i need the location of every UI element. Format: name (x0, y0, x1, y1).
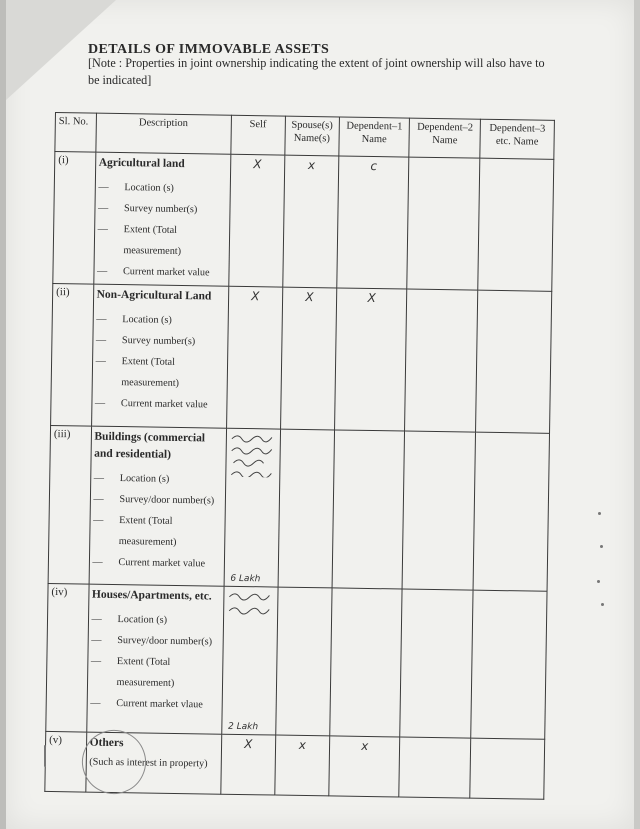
immovable-assets-table (44, 112, 555, 800)
table-row (51, 283, 552, 433)
list-item: — Extent (Total measurement) (93, 514, 177, 548)
dependent-3-cell (470, 738, 545, 799)
list-item: — Extent (Total measurement) (95, 355, 180, 389)
list-item: — Extent (Total measurement) (90, 655, 175, 689)
row-number: (iv) (46, 583, 89, 732)
list-item: — Survey/door number(s) (91, 634, 213, 648)
col-header-spouse: Spouse(s) Name(s) (285, 116, 340, 156)
row-description (86, 584, 223, 734)
col-header-sl-no: Sl. No. (55, 113, 96, 153)
list-item: — Current market vlaue (90, 697, 203, 711)
list-item: — Survey/door number(s) (93, 493, 215, 507)
row-number: (iii) (48, 425, 91, 584)
self-cell: X (226, 286, 282, 429)
list-item: — Current market value (92, 556, 206, 570)
spouse-cell (275, 587, 331, 736)
dependent-1-cell: X (334, 288, 407, 431)
handwritten-location-note (229, 431, 277, 482)
page-heading: DETAILS OF IMMOVABLE ASSETS (88, 42, 330, 57)
dependent-2-cell (400, 589, 473, 738)
dependent-3-cell (473, 432, 549, 591)
dependent-2-cell (405, 289, 478, 432)
dependent-1-cell: x (329, 736, 401, 797)
self-cell (224, 428, 281, 587)
list-item: — Extent (Total measurement) (97, 223, 182, 257)
dependent-2-cell (403, 431, 476, 590)
list-item: — Current market value (94, 397, 208, 411)
dependent-2-cell (407, 157, 480, 290)
row-description (89, 426, 227, 586)
dependent-1-cell (329, 588, 402, 737)
col-header-self: Self (231, 115, 286, 155)
spouse-cell (278, 429, 335, 588)
col-header-dependent-1: Dependent–1 Name (339, 117, 410, 157)
handwriting-scribble-icon (227, 589, 271, 618)
dependent-3-cell (471, 590, 547, 739)
scan-speck (600, 545, 603, 548)
row-number: (i) (53, 152, 96, 285)
table-row (46, 583, 547, 739)
list-item: — Survey number(s) (95, 334, 196, 348)
row-description (91, 284, 228, 428)
spouse-cell: X (280, 287, 336, 430)
row-number: (v) (45, 731, 86, 792)
dependent-3-cell (478, 158, 554, 291)
handwriting-scribble-icon (229, 431, 274, 478)
handwritten-location-note (227, 589, 275, 622)
table-row (48, 425, 549, 591)
col-header-dependent-2: Dependent–2 Name (409, 118, 480, 158)
col-header-dependent-3: Dependent–3 etc. Name (480, 119, 554, 159)
list-item: — Location (s) (96, 313, 172, 326)
dependent-3-cell (476, 290, 552, 433)
self-cell (221, 586, 277, 735)
self-cell: X (228, 154, 284, 287)
self-cell: X (220, 734, 275, 795)
list-item: (Such as interest in property) (89, 756, 208, 770)
scan-speck (598, 512, 601, 515)
scan-mark (44, 745, 46, 767)
table-row (53, 152, 554, 292)
list-item: — Location (s) (91, 613, 168, 626)
list-item: — Location (s) (93, 472, 170, 485)
list-item: — Survey number(s) (97, 202, 198, 216)
current-market-value: 2 Lakh (227, 721, 259, 733)
dependent-2-cell (399, 737, 471, 798)
list-item: — Location (s) (98, 181, 174, 194)
spouse-cell: x (282, 155, 338, 288)
category-title: Houses/Apartments, etc. (91, 588, 212, 603)
category-title: Agricultural land (98, 156, 185, 171)
row-number: (ii) (51, 283, 94, 426)
col-header-description: Description (95, 113, 231, 154)
dependent-1-cell: c (337, 156, 410, 289)
scan-speck (597, 580, 600, 583)
list-item: — Current market value (96, 265, 210, 279)
category-title: Buildings (commercial and residential) (94, 430, 206, 461)
category-title: Others (89, 736, 124, 750)
row-description (93, 152, 230, 286)
category-title: Non-Agricultural Land (96, 288, 212, 303)
joint-ownership-note: [Note : Properties in joint ownership indicating the extent of joint ownership will also have to be indicated] (88, 56, 545, 87)
current-market-value: 6 Lakh (230, 573, 261, 585)
scan-speck (601, 603, 604, 606)
dependent-1-cell (332, 430, 405, 589)
spouse-cell: x (275, 735, 330, 796)
